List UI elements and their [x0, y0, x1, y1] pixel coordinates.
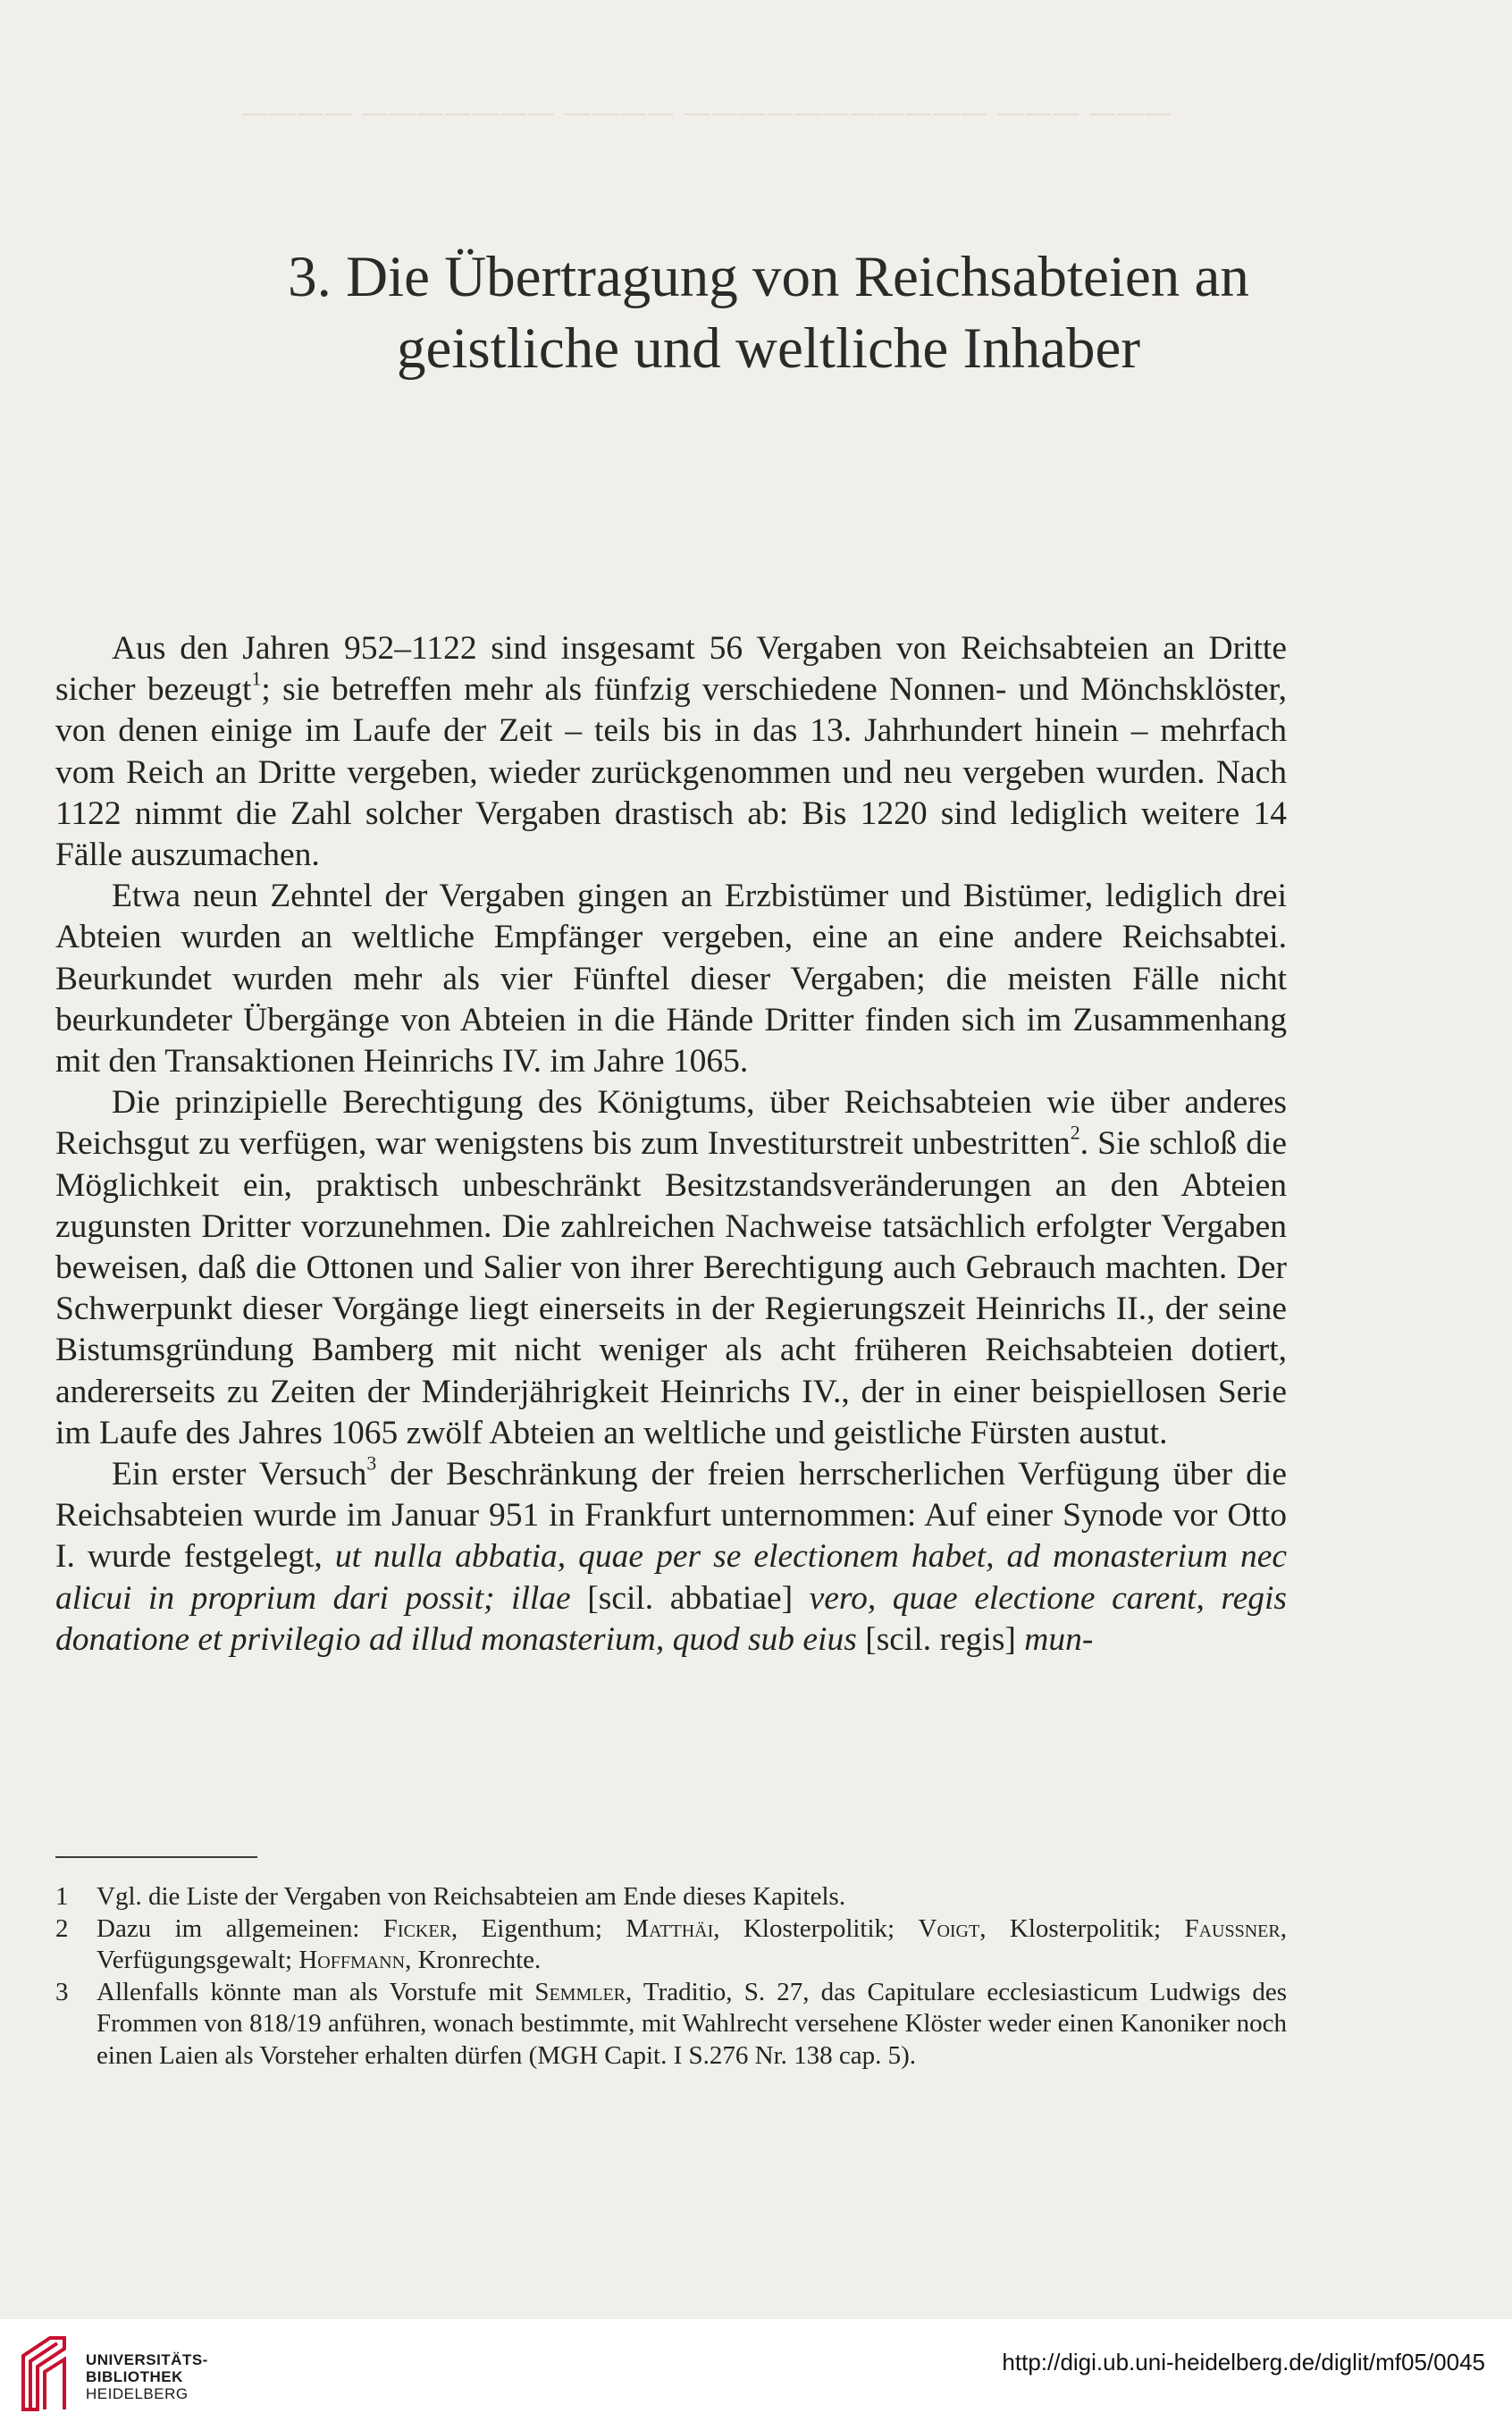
fn2-text-2: , Eigenthum; — [450, 1913, 626, 1943]
fn2-text-5: , Verfügungsgewalt; — [97, 1913, 1287, 1974]
latin-quote-1: ut nulla abbatia, quae per se electionem habet, ad monasterium nec alicui in proprium dari possit; illae — [55, 1538, 1287, 1617]
footnote-ref-1[interactable]: 1 — [251, 668, 262, 690]
footnote-text — [97, 1977, 1287, 2073]
body-text — [55, 628, 1287, 1661]
library-name-line-3: HEIDELBERG — [86, 2385, 189, 2402]
fn2-text-1: Dazu im allgemeinen: — [97, 1913, 383, 1943]
library-name-line-2: BIBLIOTHEK — [86, 2368, 183, 2385]
paragraph-3-text-a: Die prinzipielle Berechtigung des Königtums, über Reichsabteien wie über anderes Reichsgut zu verfügen, war wenigstens bis zum Investiturstreit unbestritten — [55, 1084, 1287, 1163]
paragraph-1-text-b: ; sie betreffen mehr als fünfzig verschiedene Nonnen- und Mönchsklöster, von denen einige im Laufe der Zeit – teils bis in das 13. Jahrhundert hinein – mehrfach vom Reich an Dritte vergeben, wieder zurückgenommen und neu vergeben wurden. Nach 1122 nimmt die Zahl solcher Vergaben drastisch ab: Bis 1220 sind lediglich weitere 14 Fälle auszumachen. — [55, 671, 1288, 874]
footnote-number: 1 — [55, 1882, 69, 1911]
show-through-running-head: ———— ——————— ———— ——————————— ——— ——— — [241, 97, 1172, 129]
footnote-1 — [55, 1881, 1287, 1913]
footnote-ref-2[interactable]: 2 — [1070, 1123, 1080, 1145]
footnote-text — [97, 1913, 1287, 1977]
fn2-text-3: , Klosterpolitik; — [713, 1913, 919, 1943]
footnote-2 — [55, 1913, 1287, 1977]
paragraph-2: Etwa neun Zehntel der Vergaben gingen an Erzbistümer und Bistümer, lediglich drei Abteien wurden an weltliche Empfänger vergeben, eine an eine andere Reichsabtei. Beurkundet wurden mehr als vier Fünftel dieser Vergaben; die meisten Fälle nicht beurkundeter Übergänge von Abteien in die Hände Dritter finden sich im Zusammenhang mit den Transaktionen Heinrichs IV. im Jahre 1065. — [55, 878, 1287, 1080]
latin-quote-3: mun- — [1024, 1620, 1094, 1658]
author-matthaei: Matthäi — [626, 1913, 714, 1943]
library-name-line-1: UNIVERSITÄTS- — [86, 2351, 208, 2368]
footnote-ref-3[interactable]: 3 — [366, 1452, 377, 1475]
paragraph-4 — [55, 1454, 1287, 1661]
fn3-text-2: , Traditio, S. 27, das Capitulare ecclesiasticum Ludwigs des Frommen von 818/19 anführen, wonach bestimmte, mit Wahlrecht versehene Klöster weder einen Kanoniker noch einen Laien als Vorsteher erhalten dürfen (MGH Capit. I S.276 Nr. 138 cap. 5). — [97, 1977, 1288, 2070]
paragraph-4-text-c: [scil. abbatiae] — [570, 1579, 810, 1617]
author-hoffmann: Hoffmann — [298, 1946, 406, 1974]
chapter-title — [134, 241, 1403, 384]
fn2-text-4: , Klosterpolitik; — [979, 1913, 1185, 1943]
author-ficker: Ficker — [382, 1913, 451, 1943]
paragraph-4-text-a: Ein erster Versuch — [112, 1456, 367, 1493]
chapter-title-line-2: geistliche und weltliche Inhaber — [396, 316, 1141, 381]
paragraph-4-text-d: [scil. regis] — [856, 1620, 1025, 1658]
fn3-text-1: Allenfalls könnte man als Vorstufe mit — [97, 1977, 535, 2006]
footnote-number: 2 — [55, 1913, 69, 1943]
paragraph-1-text-a: Aus den Jahren 952–1122 sind insgesamt 56 Vergaben von Reichsabteien an Dritte sicher bezeugt — [55, 630, 1287, 709]
author-faussner: Faussner — [1184, 1913, 1281, 1943]
paragraph-3 — [55, 1082, 1287, 1454]
footnote-3 — [55, 1977, 1287, 2073]
paragraph-1 — [55, 628, 1287, 876]
chapter-title-line-1: 3. Die Übertragung von Reichsabteien an — [288, 245, 1249, 309]
author-voigt: Voigt — [918, 1913, 980, 1943]
footnote-text: Vgl. die Liste der Vergaben von Reichsabteien am Ende dieses Kapitels. — [97, 1882, 846, 1911]
latin-quote-2: vero, quae electione carent, regis donatione et privilegio ad illud monasterium, quod sub eius — [55, 1579, 1287, 1658]
library-logo-icon — [16, 2333, 71, 2415]
footnotes — [55, 1881, 1287, 2072]
author-semmler: Semmler — [534, 1977, 626, 2006]
source-url-link[interactable]: http://digi.ub.uni-heidelberg.de/diglit/mf05/0045 — [1002, 2349, 1485, 2375]
library-name — [86, 2351, 208, 2402]
paragraph-3-text-b: . Sie schloß die Möglichkeit ein, praktisch unbeschränkt Besitzstandsveränderungen an den Abteien zugunsten Dritter vorzunehmen. Die zahlreichen Nachweise tatsächlich erfolgter Vergaben beweisen, daß die Ottonen und Salier von ihrer Berechtigung auch Gebrauch machten. Der Schwerpunkt dieser Vorgänge liegt einerseits in der Regierungszeit Heinrichs II., der seine Bistumsgründung Bamberg mit nicht weniger als acht früheren Reichsabteien dotiert, andererseits zu Zeiten der Minderjährigkeit Heinrichs IV., der in einer beispiellosen Serie im Laufe des Jahres 1065 zwölf Abteien an weltliche und geistliche Fürsten austut. — [55, 1125, 1288, 1451]
fn2-text-6: , Kronrechte. — [405, 1946, 542, 1974]
paragraph-4-text-b: der Beschränkung der freien herrscherlichen Verfügung über die Reichsabteien wurde im Januar 951 in Frankfurt unternommen: Auf einer Synode vor Otto I. wurde festgelegt, — [55, 1456, 1287, 1576]
footnote-separator — [55, 1856, 257, 1858]
footnote-number: 3 — [55, 1977, 69, 2006]
